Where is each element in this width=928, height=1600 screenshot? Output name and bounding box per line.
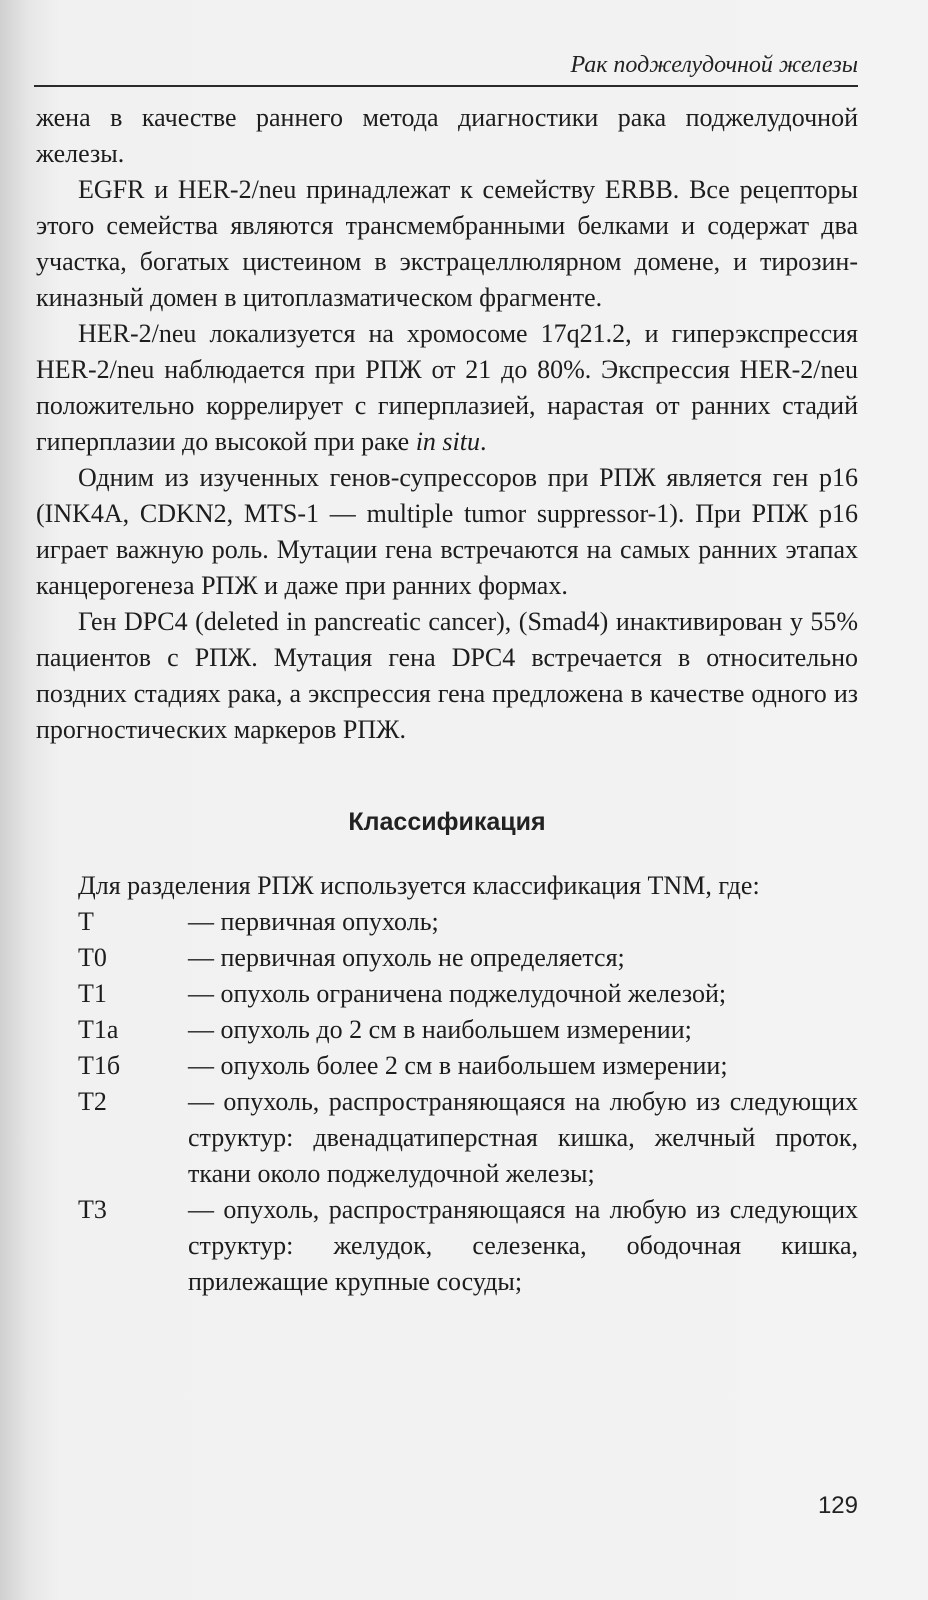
paragraph-egfr: EGFR и HER-2/neu принадлежат к семейству ERBB. Все рецепторы этого семейства являются трансмембранными белками и содержат два участка, богатых цистеином в экстрацеллюлярном домене, и тирозин-киназный домен в цитоплазматическом фрагменте. xyxy=(36,175,858,312)
tnm-code: T1б xyxy=(78,1051,121,1080)
paragraph-her2: HER-2/neu локализуется на хромосоме 17q21.2, и гиперэкспрессия HER-2/neu наблюдается при РПЖ от 21 до 80%. Экспрессия HER-2/neu положительно коррелирует с гиперплазией, нарастая от ранних стадий гиперплазии до высокой при раке in situ. xyxy=(36,319,858,456)
tnm-row xyxy=(36,976,858,1012)
in-situ-term: in situ xyxy=(415,427,480,456)
tnm-code: T1a xyxy=(78,1015,119,1044)
tnm-row xyxy=(36,1084,858,1192)
tnm-row xyxy=(36,904,858,940)
tnm-row xyxy=(36,940,858,976)
classification-intro: Для разделения РПЖ используется классификация TNM, где: xyxy=(78,871,760,900)
tnm-code: T1 xyxy=(78,979,107,1008)
tnm-row xyxy=(36,1192,858,1300)
tnm-row xyxy=(36,1048,858,1084)
tnm-code: T2 xyxy=(78,1087,107,1116)
tnm-description: — опухоль ограничена поджелудочной железой; xyxy=(188,979,727,1008)
paragraph-dpc4: Ген DPC4 (deleted in pancreatic cancer), (Smad4) инактивирован у 55% пациентов с РПЖ. Мутация гена DPC4 встречается в относительно поздних стадиях рака, а экспрессия гена предложена в качестве одного из прогностических маркеров РПЖ. xyxy=(36,607,858,744)
running-head: Рак поджелудочной железы xyxy=(570,52,858,78)
tnm-code: T3 xyxy=(78,1195,107,1224)
paragraph-her2-text: HER-2/neu локализуется на хромосоме 17q21.2, и гиперэкспрессия HER-2/neu наблюдается при РПЖ от 21 до 80%. Экспрессия HER-2/neu положительно коррелирует с гиперплазией, нарастая от ранних стадий гиперплазии до высокой при раке xyxy=(36,319,858,456)
tnm-list xyxy=(36,904,858,1300)
section-heading: Классификация xyxy=(348,808,546,836)
tnm-code: T xyxy=(78,907,94,936)
tnm-description: — первичная опухоль; xyxy=(188,907,439,936)
paragraph-p16: Одним из изученных генов-супрессоров при РПЖ является ген p16 (INK4A, CDKN2, MTS-1 — multiple tumor suppressor-1). При РПЖ p16 играет важную роль. Мутации гена встречаются на самых ранних этапах канцерогенеза РПЖ и даже при ранних формах. xyxy=(36,463,858,600)
tnm-description: — опухоль, распространяющаяся на любую из следующих структур: двенадцатиперстная кишка, желчный проток, ткани около поджелудочной железы; xyxy=(188,1087,858,1188)
tnm-row xyxy=(36,1012,858,1048)
tnm-description: — опухоль до 2 см в наибольшем измерении; xyxy=(188,1015,692,1044)
page-body xyxy=(36,100,858,1300)
tnm-description: — опухоль более 2 см в наибольшем измерении; xyxy=(188,1051,728,1080)
tnm-code: T0 xyxy=(78,943,107,972)
tnm-description: — первичная опухоль не определяется; xyxy=(188,943,625,972)
paragraph-continuation: жена в качестве раннего метода диагностики рака поджелудочной железы. xyxy=(36,103,858,168)
page-number: 129 xyxy=(817,1492,858,1519)
header-rule xyxy=(34,85,858,87)
tnm-description: — опухоль, распространяющаяся на любую из следующих структур: желудок, селезенка, ободочная кишка, прилежащие крупные сосуды; xyxy=(188,1195,858,1296)
